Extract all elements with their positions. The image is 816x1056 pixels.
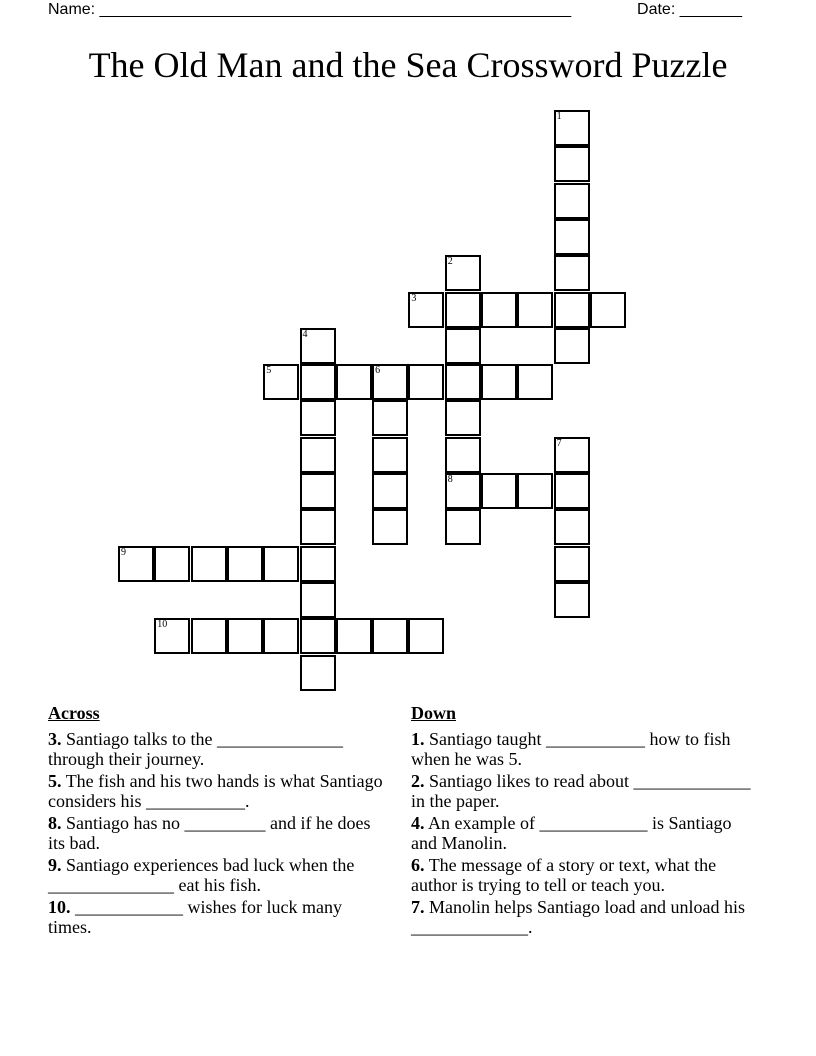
grid-cell[interactable] xyxy=(517,292,553,328)
clue-text: Santiago taught ___________ how to fish when he was 5. xyxy=(411,729,731,769)
grid-cell[interactable] xyxy=(300,618,336,654)
clue-down-7 xyxy=(411,897,751,937)
grid-cell[interactable] xyxy=(481,292,517,328)
clue-number: 9. xyxy=(48,855,62,875)
grid-cell[interactable] xyxy=(554,110,590,146)
grid-cell[interactable] xyxy=(445,509,481,545)
clue-text: The message of a story or text, what the author is trying to tell or teach you. xyxy=(411,855,717,895)
grid-cell[interactable] xyxy=(372,473,408,509)
grid-cell[interactable] xyxy=(227,618,263,654)
grid-cell[interactable] xyxy=(554,546,590,582)
grid-cell[interactable] xyxy=(372,618,408,654)
cell-number: 1 xyxy=(556,111,562,122)
grid-cell[interactable] xyxy=(517,473,553,509)
grid-cell[interactable] xyxy=(408,292,444,328)
cell-number: 6 xyxy=(375,365,381,377)
grid-cell[interactable] xyxy=(300,546,336,582)
grid-cell[interactable] xyxy=(372,364,408,400)
clue-down-6 xyxy=(411,855,751,895)
grid-cell[interactable] xyxy=(481,473,517,509)
grid-cell[interactable] xyxy=(336,618,372,654)
cell-number: 2 xyxy=(447,256,453,268)
grid-cell[interactable] xyxy=(481,364,517,400)
clue-number: 4. xyxy=(411,813,425,833)
grid-cell[interactable] xyxy=(263,364,299,400)
cell-number: 7 xyxy=(556,437,562,449)
clue-text: Manolin helps Santiago load and unload his _____________. xyxy=(411,897,745,937)
clue-text: Santiago has no _________ and if he does its bad. xyxy=(48,813,371,853)
cell-number: 3 xyxy=(411,292,417,304)
clue-number: 8. xyxy=(48,813,62,833)
grid-cell[interactable] xyxy=(300,582,336,618)
grid-cell[interactable] xyxy=(372,509,408,545)
grid-cell[interactable] xyxy=(300,364,336,400)
page-title: The Old Man and the Sea Crossword Puzzle xyxy=(88,45,728,85)
clue-number: 7. xyxy=(411,897,425,917)
grid-cell[interactable] xyxy=(408,618,444,654)
grid-cell[interactable] xyxy=(445,437,481,473)
grid-cell[interactable] xyxy=(191,546,227,582)
clue-across-8 xyxy=(48,813,388,853)
clue-text: An example of ____________ is Santiago and Manolin. xyxy=(411,813,732,853)
grid-cell[interactable] xyxy=(554,255,590,291)
clue-number: 3. xyxy=(48,729,62,749)
across-clues xyxy=(48,703,388,939)
cell-number: 5 xyxy=(266,365,272,377)
grid-cell[interactable] xyxy=(408,364,444,400)
grid-cell[interactable] xyxy=(445,400,481,436)
grid-cell[interactable] xyxy=(554,183,590,219)
cell-number: 9 xyxy=(121,546,126,558)
grid-cell[interactable] xyxy=(154,546,190,582)
clue-down-2 xyxy=(411,771,751,811)
clue-text: Santiago talks to the ______________ through their journey. xyxy=(48,729,343,769)
grid-cell[interactable] xyxy=(554,292,590,328)
grid-cell[interactable] xyxy=(445,364,481,400)
grid-cell[interactable] xyxy=(372,400,408,436)
clue-number: 1. xyxy=(411,729,425,749)
grid-cell[interactable] xyxy=(554,473,590,509)
down-heading: Down xyxy=(411,703,457,723)
clue-across-3 xyxy=(48,729,388,769)
grid-cell[interactable] xyxy=(445,328,481,364)
cell-number: 4 xyxy=(302,328,308,340)
clue-number: 2. xyxy=(411,771,425,791)
clue-text: ____________ wishes for luck many times. xyxy=(48,897,342,937)
name-field[interactable]: Name: _____________________________________________________ xyxy=(48,1,572,18)
grid-cell[interactable] xyxy=(554,219,590,255)
grid-cell[interactable] xyxy=(590,292,626,328)
grid-cell[interactable] xyxy=(300,328,336,364)
grid-cell[interactable] xyxy=(227,546,263,582)
clue-across-5 xyxy=(48,771,388,811)
cell-number: 10 xyxy=(157,619,168,631)
grid-cell[interactable] xyxy=(118,546,154,582)
grid-cell[interactable] xyxy=(445,255,481,291)
grid-cell[interactable] xyxy=(300,400,336,436)
grid-cell[interactable] xyxy=(300,437,336,473)
cell-number: 8 xyxy=(447,474,453,485)
clue-number: 10. xyxy=(48,897,71,917)
clue-across-9 xyxy=(48,855,388,895)
grid-cell[interactable] xyxy=(300,509,336,545)
grid-cell[interactable] xyxy=(300,655,336,691)
grid-cell[interactable] xyxy=(445,473,481,509)
clue-text: The fish and his two hands is what Santiago considers his ___________. xyxy=(48,771,383,811)
grid-cell[interactable] xyxy=(517,364,553,400)
date-field[interactable]: Date: _______ xyxy=(637,1,742,18)
clue-across-10 xyxy=(48,897,388,937)
grid-cell[interactable] xyxy=(554,437,590,473)
grid-cell[interactable] xyxy=(300,473,336,509)
grid-cell[interactable] xyxy=(263,546,299,582)
clue-text: Santiago likes to read about _____________ in the paper. xyxy=(411,771,751,811)
grid-cell[interactable] xyxy=(336,364,372,400)
grid-cell[interactable] xyxy=(445,292,481,328)
clue-number: 5. xyxy=(48,771,62,791)
grid-cell[interactable] xyxy=(554,328,590,364)
down-clues xyxy=(411,703,751,939)
grid-cell[interactable] xyxy=(554,146,590,182)
clue-down-4 xyxy=(411,813,751,853)
grid-cell[interactable] xyxy=(154,618,190,654)
grid-cell[interactable] xyxy=(372,437,408,473)
across-heading: Across xyxy=(48,703,100,723)
grid-cell[interactable] xyxy=(554,582,590,618)
grid-cell[interactable] xyxy=(263,618,299,654)
clue-number: 6. xyxy=(411,855,425,875)
grid-cell[interactable] xyxy=(191,618,227,654)
clue-text: Santiago experiences bad luck when the ______________ eat his fish. xyxy=(48,855,355,895)
clue-down-1 xyxy=(411,729,751,769)
grid-cell[interactable] xyxy=(554,509,590,545)
